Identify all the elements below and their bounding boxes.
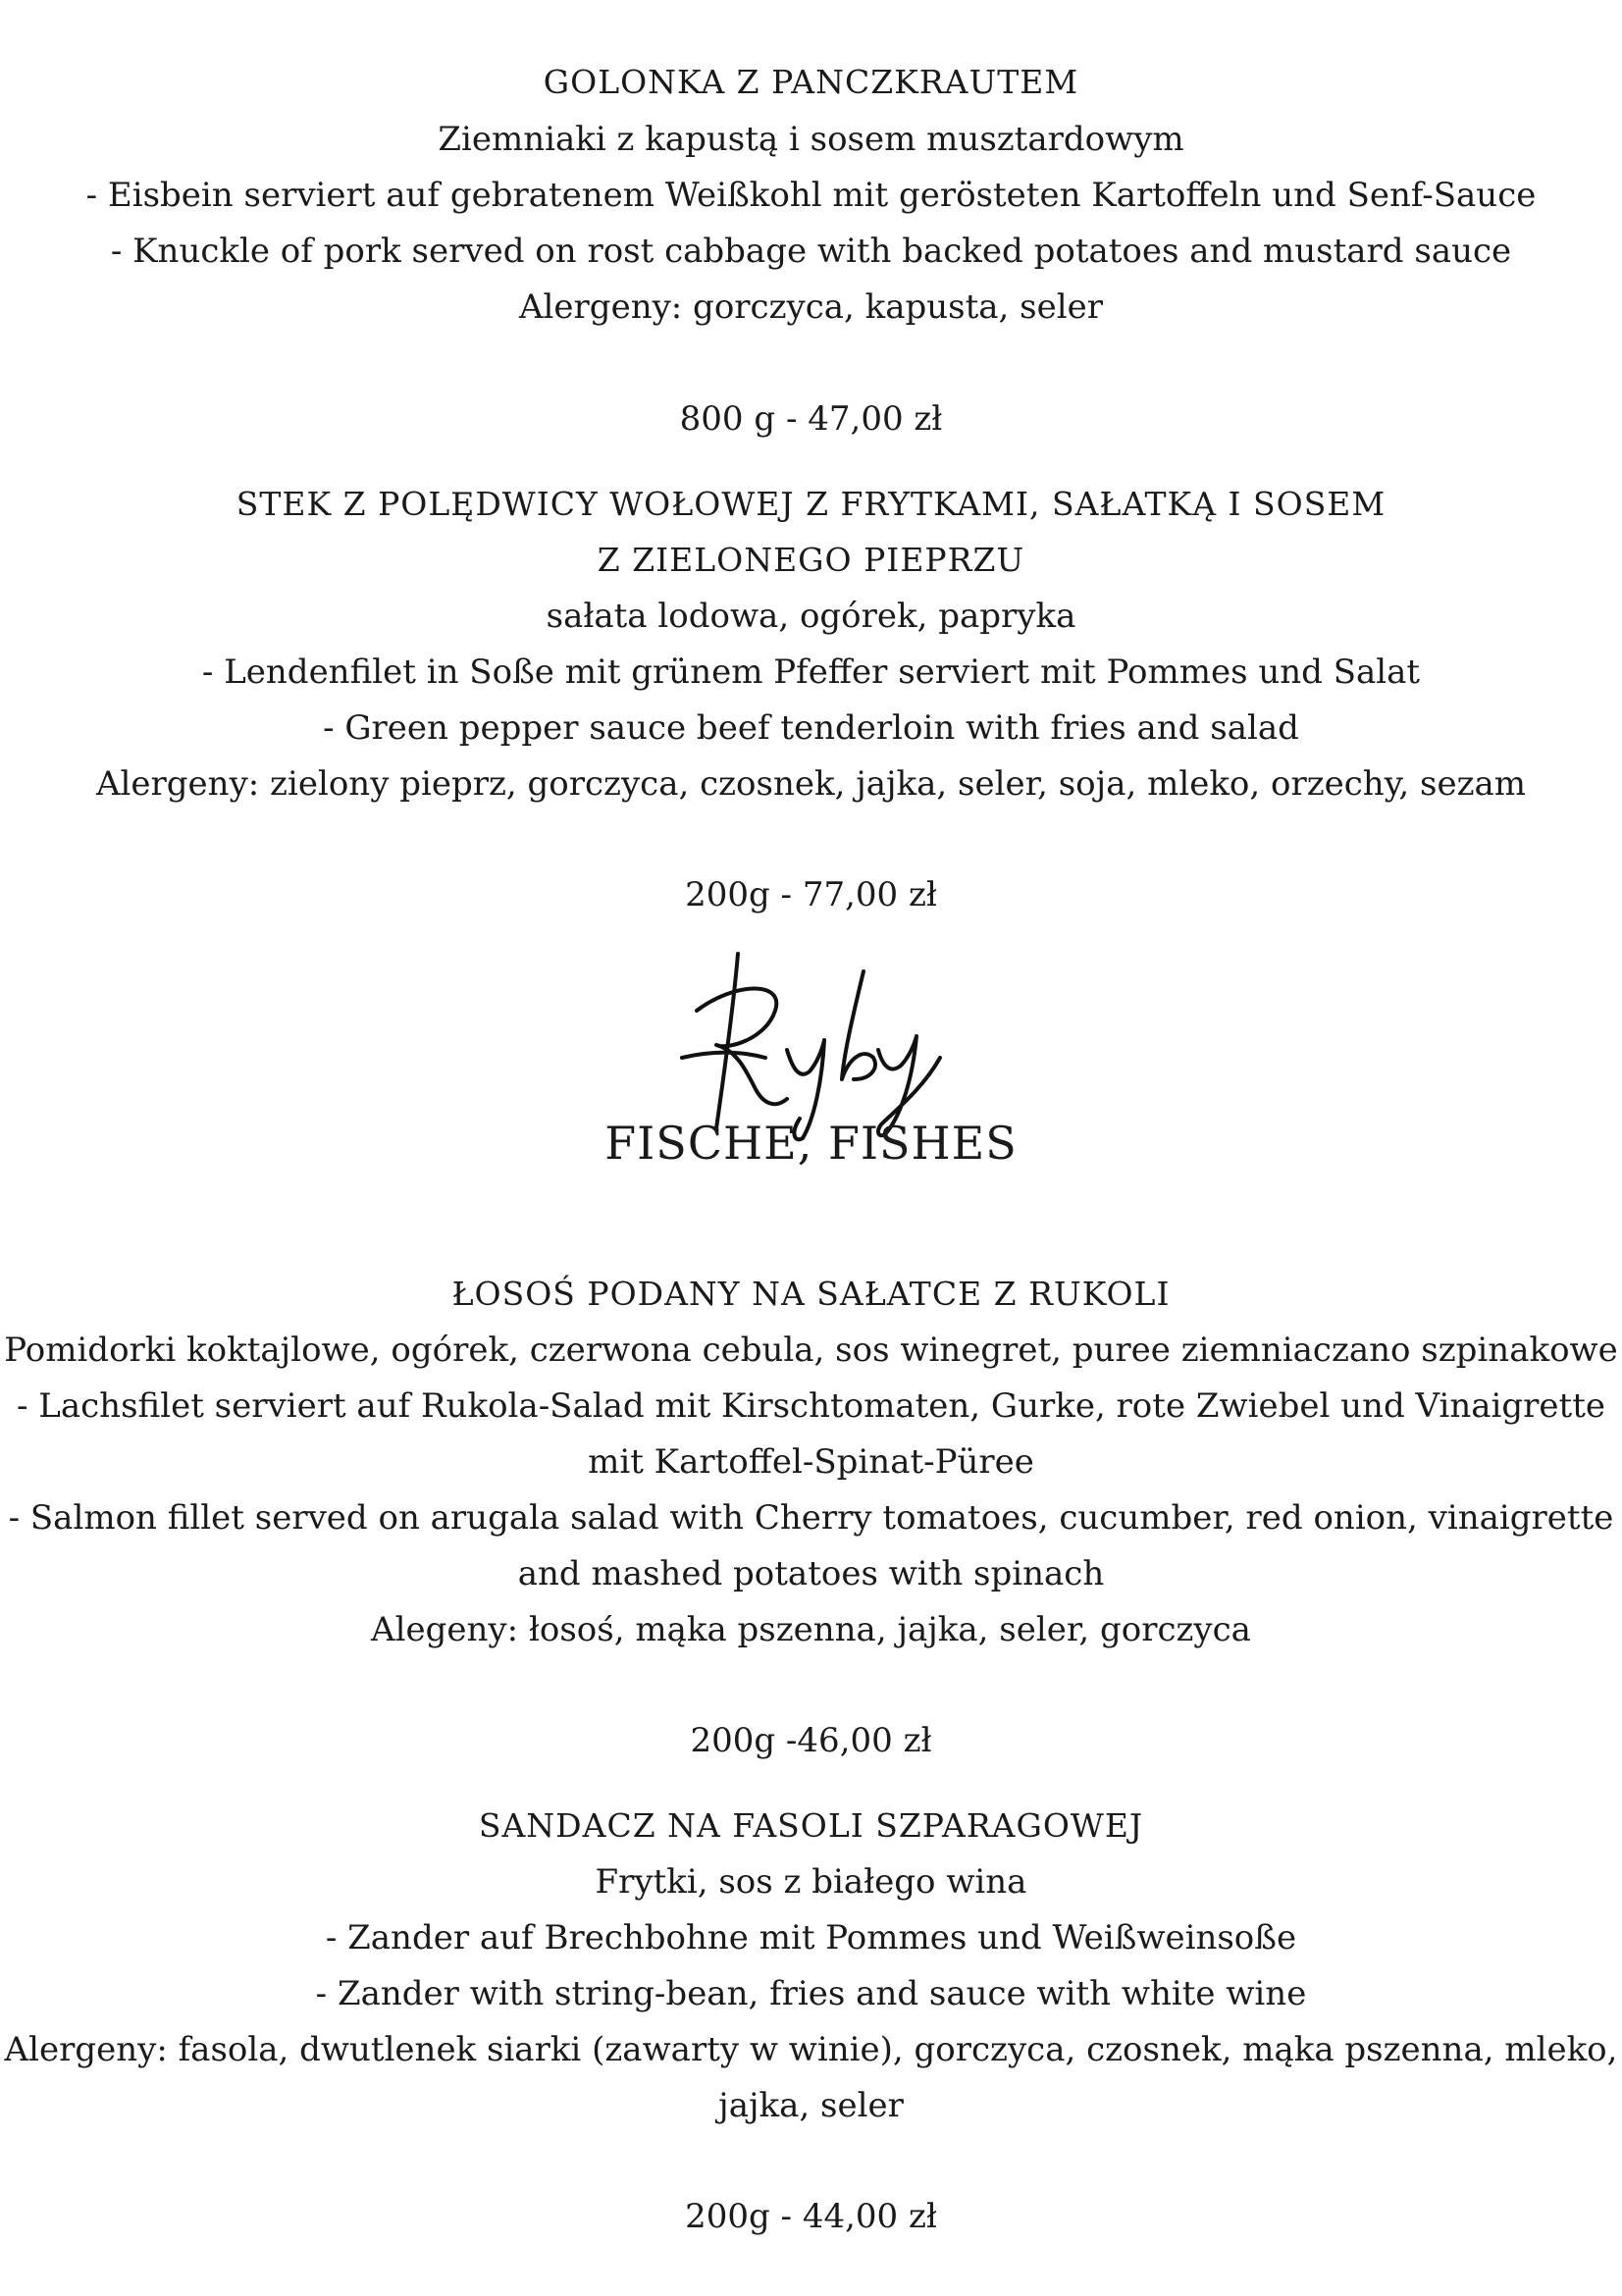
dish-title-continued: Z ZIELONEGO PIEPRZU [597, 541, 1025, 579]
dish-allergens: Alergeny: zielony pieprz, gorczyca, czosnek, jajka, seler, soja, mleko, orzechy, sezam [95, 764, 1527, 804]
dish-description-german: - Lachsfilet serviert auf Rukola-Salad mit Kirschtomaten, Gurke, rote Zwiebel und Vinaigrette [17, 1386, 1605, 1426]
dish-title: SANDACZ NA FASOLI SZPARAGOWEJ [478, 1806, 1144, 1845]
dish-description-english: - Green pepper sauce beef tenderloin with fries and salad [323, 708, 1299, 748]
dish-price: 800 g - 47,00 zł [679, 399, 943, 439]
dish-description: Ziemniaki z kapustą i sosem musztardowym [438, 120, 1184, 159]
section-heading: FISCHE, FISHES [604, 1117, 1018, 1170]
dish-description-english: - Salmon fillet served on arugala salad with Cherry tomatoes, cucumber, red onion, vinaigrette [8, 1498, 1614, 1538]
dish-description-german-continued: mit Kartoffel-Spinat-Püree [588, 1442, 1034, 1482]
dish-price: 200g -46,00 zł [690, 1721, 932, 1760]
dish-description-german: - Eisbein serviert auf gebratenem Weißkohl mit gerösteten Kartoffeln und Senf-Sauce [85, 176, 1537, 215]
dish-allergens-continued: jajka, seler [718, 2086, 904, 2125]
dish-allergens: Alergeny: gorczyca, kapusta, seler [519, 287, 1103, 327]
dish-description: sałata lodowa, ogórek, papryka [546, 597, 1076, 636]
dish-price: 200g - 77,00 zł [685, 875, 937, 914]
dish-description: Frytki, sos z białego wina [595, 1862, 1027, 1902]
dish-description-english: - Knuckle of pork served on rost cabbage with backed potatoes and mustard sauce [110, 232, 1512, 271]
dish-description-english-continued: and mashed potatoes with spinach [517, 1554, 1105, 1593]
dish-title: ŁOSOŚ PODANY NA SAŁATCE Z RUKOLI [451, 1275, 1171, 1313]
dish-description-english: - Zander with string-bean, fries and sauce with white wine [315, 1974, 1307, 2013]
dish-title: STEK Z POLĘDWICY WOŁOWEJ Z FRYTKAMI, SAŁATKĄ I SOSEM [235, 485, 1387, 523]
dish-allergens: Alegeny: łosoś, mąka pszenna, jajka, seler, gorczyca [371, 1610, 1251, 1649]
dish-price: 200g - 44,00 zł [685, 2197, 937, 2236]
dish-description: Pomidorki koktajlowe, ogórek, czerwona cebula, sos winegret, puree ziemniaczano szpinakowe [4, 1331, 1618, 1370]
dish-description-german: - Zander auf Brechbohne mit Pommes und Weißweinsoße [325, 1918, 1297, 1957]
dish-description-german: - Lendenfilet in Soße mit grünem Pfeffer serviert mit Pommes und Salat [201, 652, 1421, 692]
dish-allergens: Alergeny: fasola, dwutlenek siarki (zawarty w winie), gorczyca, czosnek, mąka pszenna, mleko, [4, 2030, 1618, 2069]
dish-title: GOLONKA Z PANCZKRAUTEM [543, 63, 1079, 101]
